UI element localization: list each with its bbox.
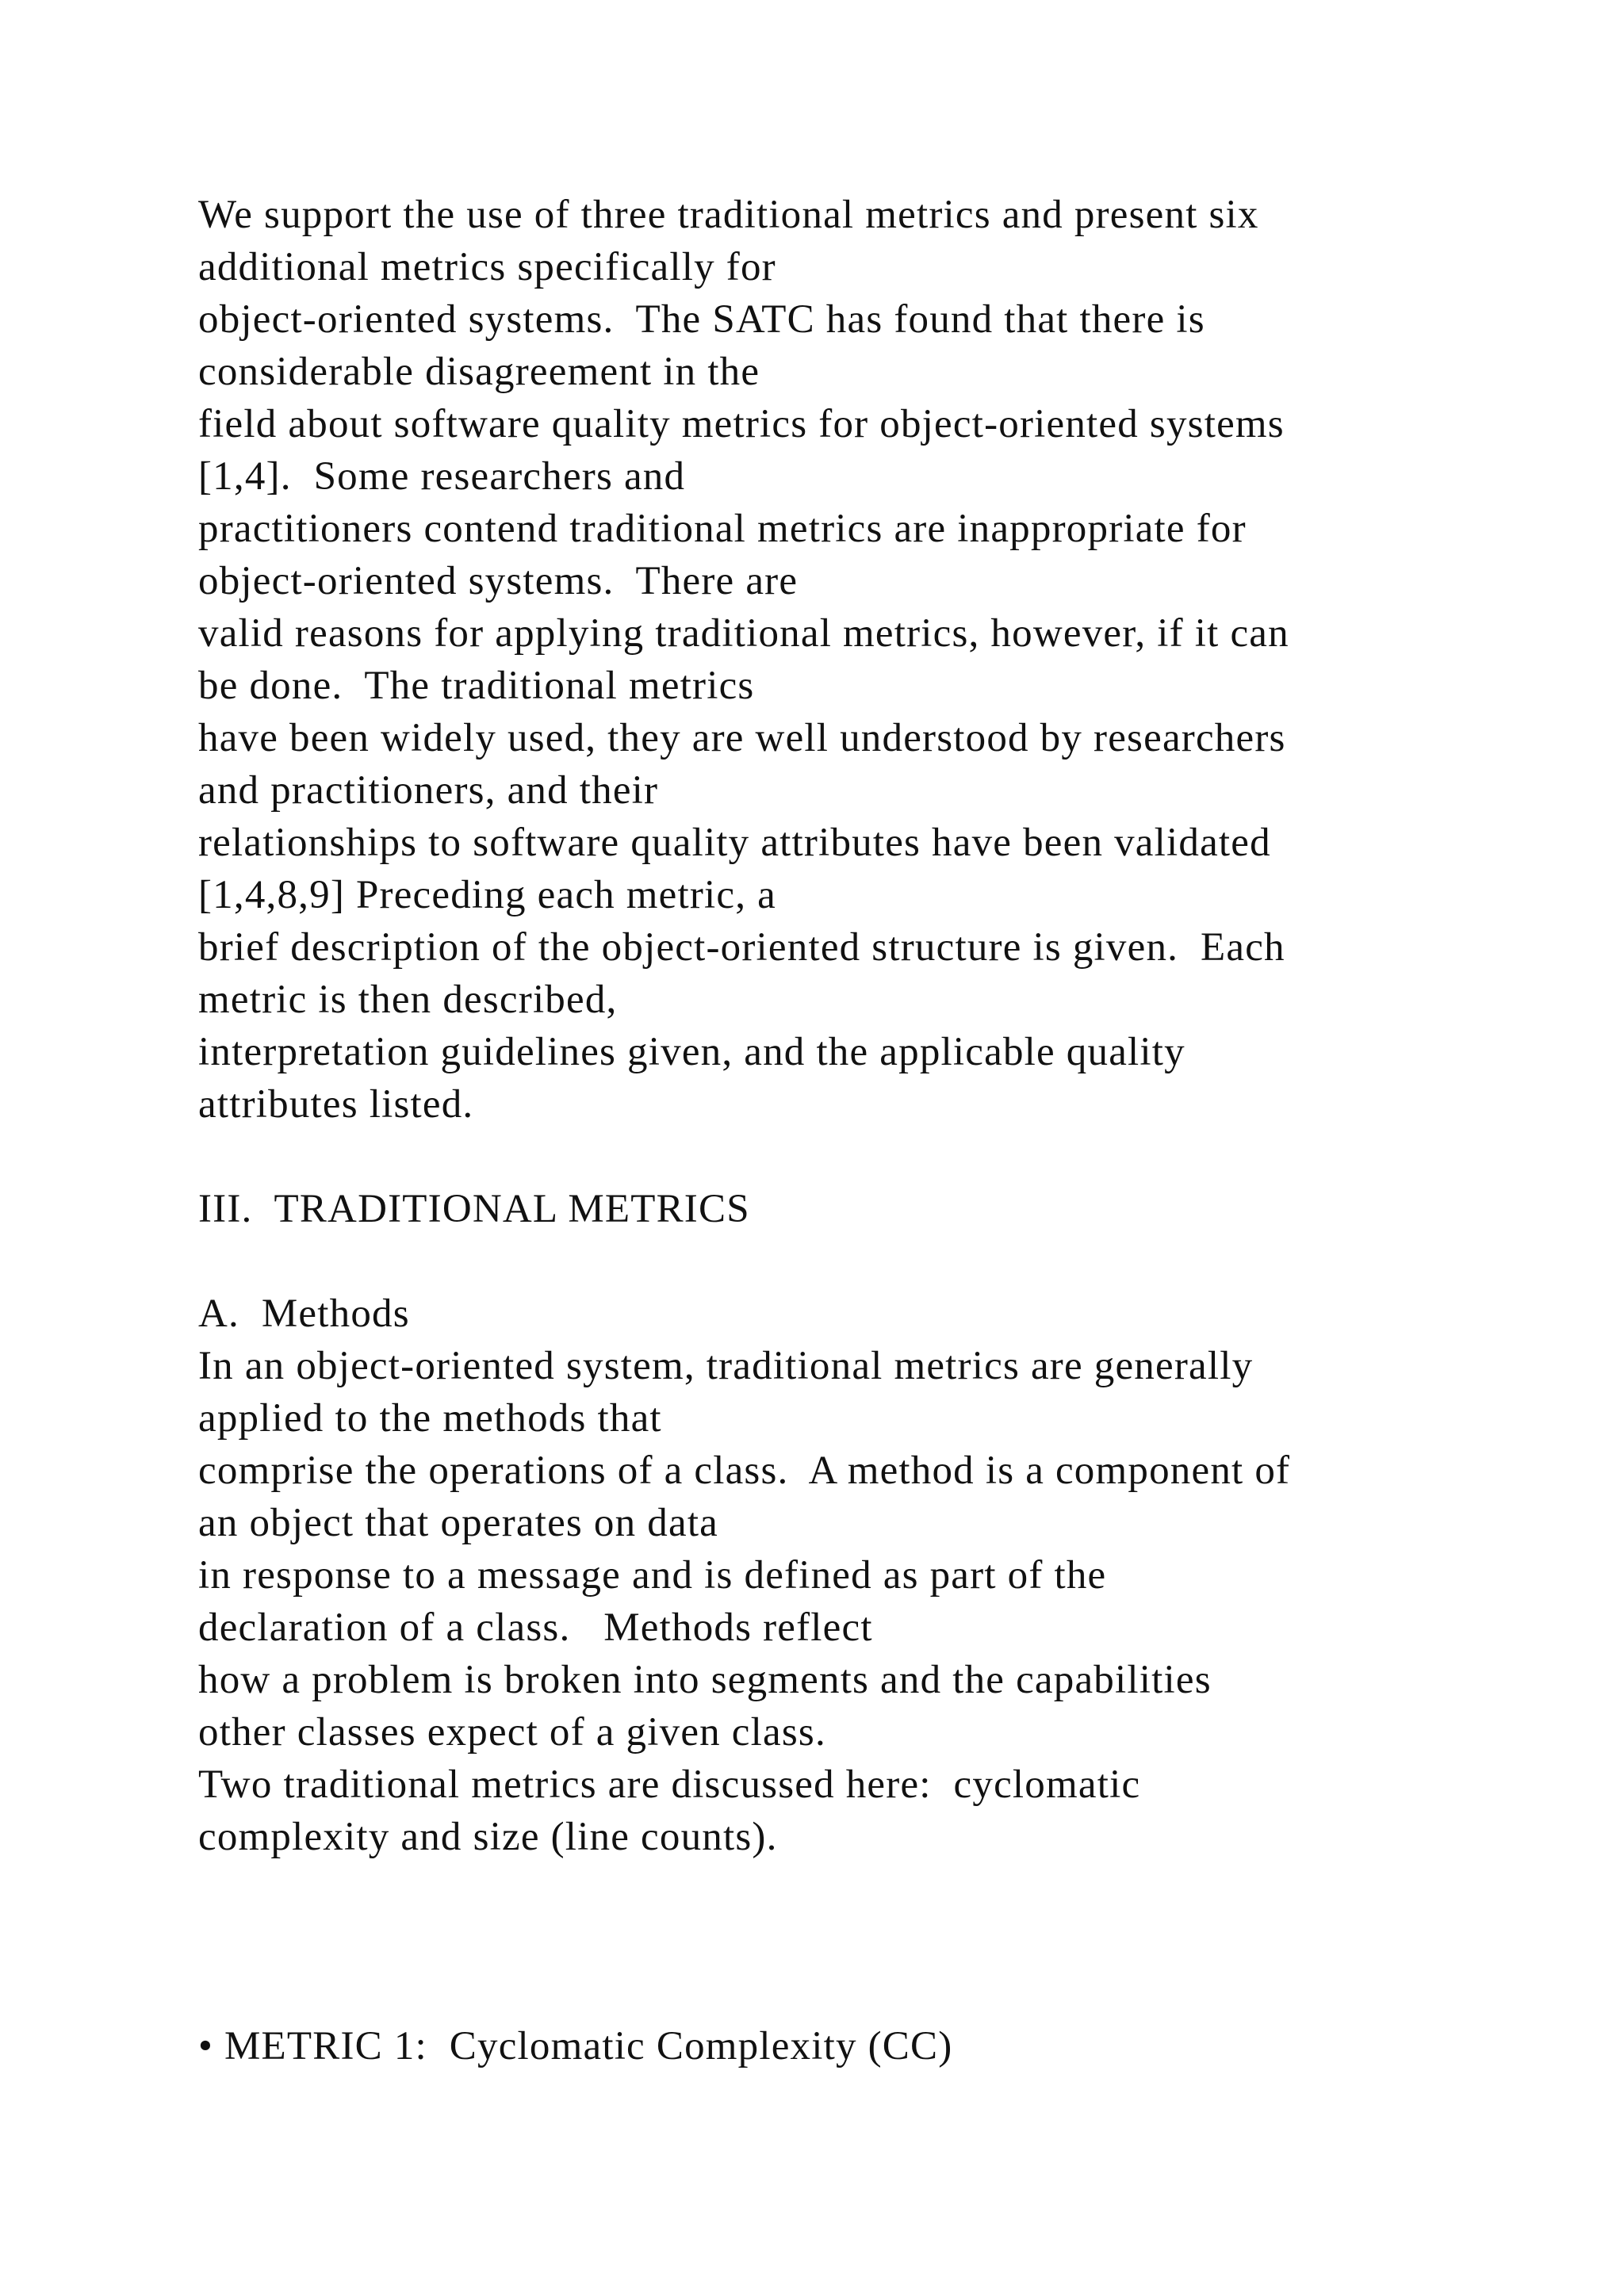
text-line: in response to a message and is defined as part of the (198, 1553, 1107, 1598)
section-heading: III. TRADITIONAL METRICS (198, 1187, 750, 1231)
text-line: have been widely used, they are well understood by researchers (198, 716, 1286, 760)
text-line: be done. The traditional metrics (198, 664, 755, 708)
text-line: Two traditional metrics are discussed here: cyclomatic (198, 1762, 1141, 1807)
intro-paragraph (198, 189, 1546, 1131)
document-body (198, 189, 1546, 2072)
spacer (198, 1235, 1546, 1288)
text-line: considerable disagreement in the (198, 350, 760, 394)
text-line: field about software quality metrics for object-oriented systems (198, 402, 1285, 446)
text-line: declaration of a class. Methods reflect (198, 1605, 873, 1650)
text-line: comprise the operations of a class. A method is a component of (198, 1448, 1291, 1493)
spacer (198, 1915, 1546, 1968)
text-line: object-oriented systems. The SATC has found that there is (198, 297, 1205, 342)
methods-paragraph (198, 1340, 1546, 1863)
text-line: metric is then described, (198, 978, 618, 1022)
text-line: brief description of the object-oriented structure is given. Each (198, 925, 1285, 970)
text-line: object-oriented systems. There are (198, 559, 799, 603)
text-line: [1,4]. Some researchers and (198, 454, 686, 499)
text-line: relationships to software quality attributes have been validated (198, 821, 1271, 865)
text-line: additional metrics specifically for (198, 245, 776, 289)
metric-heading: • METRIC 1: Cyclomatic Complexity (CC) (198, 2024, 953, 2068)
spacer (198, 1968, 1546, 2020)
text-line: and practitioners, and their (198, 768, 659, 813)
text-line: an object that operates on data (198, 1501, 719, 1545)
text-line: interpretation guidelines given, and the applicable quality (198, 1030, 1185, 1074)
text-line: how a problem is broken into segments and the capabilities (198, 1658, 1212, 1702)
text-line: applied to the methods that (198, 1396, 662, 1441)
subsection-heading: A. Methods (198, 1292, 410, 1336)
text-line: We support the use of three traditional metrics and present six (198, 193, 1259, 237)
text-line: complexity and size (line counts). (198, 1815, 778, 1859)
text-line: other classes expect of a given class. (198, 1710, 826, 1755)
text-line: In an object-oriented system, traditional metrics are generally (198, 1344, 1254, 1388)
spacer (198, 1131, 1546, 1183)
text-line: attributes listed. (198, 1082, 474, 1127)
spacer (198, 1863, 1546, 1915)
text-line: [1,4,8,9] Preceding each metric, a (198, 873, 777, 917)
text-line: valid reasons for applying traditional metrics, however, if it can (198, 611, 1289, 656)
text-line: practitioners contend traditional metrics are inappropriate for (198, 507, 1247, 551)
